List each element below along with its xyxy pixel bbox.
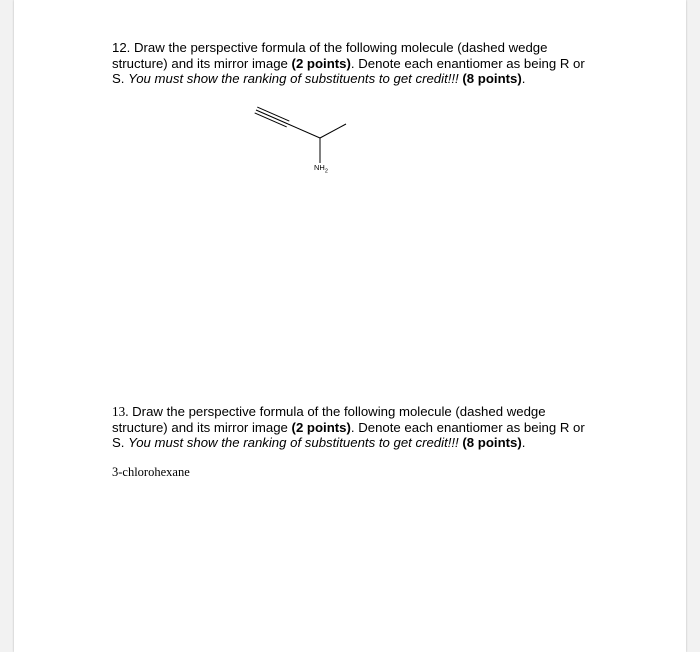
triple-bond-line-2: [257, 107, 289, 121]
bond-stereocenter-to-methyl: [320, 124, 346, 138]
molecule-structure: [248, 100, 358, 180]
amine-label-text: NH: [314, 163, 325, 172]
amine-label-subscript: 2: [324, 168, 328, 175]
document-page: [14, 0, 686, 652]
question-12-number: 12.: [112, 40, 131, 55]
question-12-points-ranking: (8 points): [462, 71, 522, 86]
question-12-points-drawing: (2 points): [291, 55, 351, 71]
question-12-text-rs: . Denote each enantiomer as being R or S.: [112, 55, 585, 86]
question-12: [112, 40, 592, 87]
triple-bond-line-1: [256, 110, 288, 124]
skeletal-formula-drawing: [248, 100, 358, 180]
bond-alkyne-to-stereocenter: [288, 124, 320, 138]
question-13-credit-note: You must show the ranking of substituents to get credit!!!: [128, 435, 459, 450]
amine-label: [314, 163, 328, 175]
question-13-period: .: [521, 435, 526, 450]
question-13-number: 13.: [112, 404, 129, 419]
triple-bond-line-3: [255, 113, 287, 127]
question-13-points-drawing: (2 points): [291, 419, 351, 435]
question-13-points-ranking: (8 points): [462, 435, 522, 450]
question-13-text-rs: . Denote each enantiomer as being R or S.: [112, 419, 585, 450]
question-13-text: Draw the perspective formula of the following molecule (dashed wedge structure) and its mirror image: [112, 404, 546, 435]
question-12-period: .: [521, 71, 526, 86]
question-12-text: Draw the perspective formula of the following molecule (dashed wedge structure) and its mirror image: [112, 40, 548, 71]
question-13: [112, 404, 592, 451]
compound-name: 3-chlorohexane: [112, 465, 190, 479]
question-12-credit-note: You must show the ranking of substituents to get credit!!!: [128, 71, 459, 86]
